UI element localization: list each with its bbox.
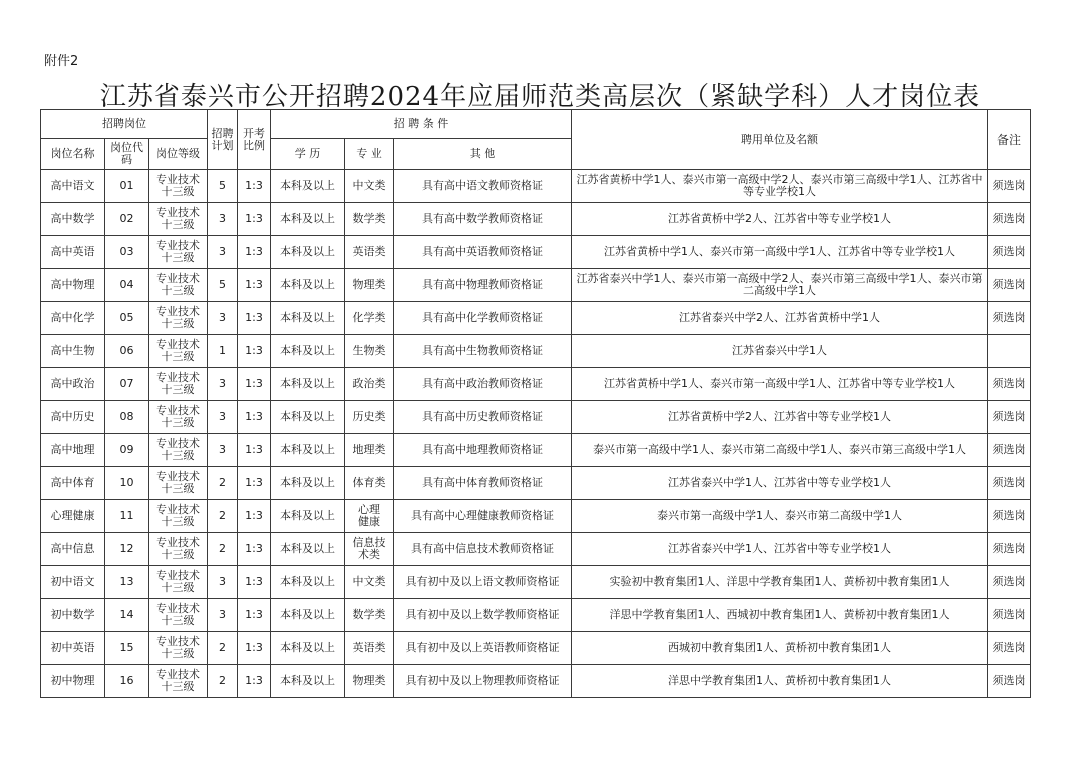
header-units: 聘用单位及名额 [572,110,988,170]
major: 英语类 [345,632,394,665]
plan-count: 3 [208,236,238,269]
post-grade: 专业技术 十三级 [149,665,208,698]
plan-count: 2 [208,500,238,533]
header-other: 其 他 [394,139,572,170]
major: 历史类 [345,401,394,434]
exam-ratio: 1:3 [238,632,271,665]
hiring-units: 江苏省泰兴中学1人、泰兴市第一高级中学2人、泰兴市第三高级中学1人、泰兴市第二高级中学1人 [572,269,988,302]
remark: 须选岗 [988,269,1031,302]
post-code: 12 [105,533,149,566]
exam-ratio: 1:3 [238,599,271,632]
plan-count: 2 [208,533,238,566]
hiring-units: 江苏省黄桥中学2人、江苏省中等专业学校1人 [572,203,988,236]
plan-count: 1 [208,335,238,368]
exam-ratio: 1:3 [238,401,271,434]
education: 本科及以上 [271,335,345,368]
plan-count: 5 [208,170,238,203]
education: 本科及以上 [271,269,345,302]
education: 本科及以上 [271,170,345,203]
plan-count: 3 [208,434,238,467]
positions-table [40,109,1031,698]
post-grade: 专业技术 十三级 [149,566,208,599]
table-row [41,665,1031,698]
other-requirement: 具有高中英语教师资格证 [394,236,572,269]
exam-ratio: 1:3 [238,170,271,203]
education: 本科及以上 [271,665,345,698]
other-requirement: 具有高中政治教师资格证 [394,368,572,401]
post-code: 05 [105,302,149,335]
exam-ratio: 1:3 [238,434,271,467]
education: 本科及以上 [271,203,345,236]
post-name: 高中历史 [41,401,105,434]
other-requirement: 具有高中体育教师资格证 [394,467,572,500]
plan-count: 2 [208,665,238,698]
post-name: 高中信息 [41,533,105,566]
major: 生物类 [345,335,394,368]
header-conditions-group: 招 聘 条 件 [271,110,572,139]
exam-ratio: 1:3 [238,269,271,302]
post-name: 高中语文 [41,170,105,203]
table-row [41,599,1031,632]
other-requirement: 具有高中物理教师资格证 [394,269,572,302]
post-name: 初中语文 [41,566,105,599]
table-body [41,170,1031,698]
post-name: 高中地理 [41,434,105,467]
hiring-units: 洋思中学教育集团1人、黄桥初中教育集团1人 [572,665,988,698]
hiring-units: 西城初中教育集团1人、黄桥初中教育集团1人 [572,632,988,665]
post-name: 高中政治 [41,368,105,401]
post-code: 08 [105,401,149,434]
table-row [41,269,1031,302]
post-name: 高中体育 [41,467,105,500]
hiring-units: 江苏省泰兴中学1人、江苏省中等专业学校1人 [572,533,988,566]
table-row [41,368,1031,401]
education: 本科及以上 [271,467,345,500]
remark: 须选岗 [988,467,1031,500]
hiring-units: 江苏省黄桥中学2人、江苏省中等专业学校1人 [572,401,988,434]
major: 化学类 [345,302,394,335]
exam-ratio: 1:3 [238,566,271,599]
hiring-units: 实验初中教育集团1人、洋思中学教育集团1人、黄桥初中教育集团1人 [572,566,988,599]
post-grade: 专业技术 十三级 [149,599,208,632]
post-code: 15 [105,632,149,665]
plan-count: 3 [208,401,238,434]
post-grade: 专业技术 十三级 [149,467,208,500]
other-requirement: 具有高中语文教师资格证 [394,170,572,203]
header-major: 专 业 [345,139,394,170]
post-code: 03 [105,236,149,269]
header-post-name: 岗位名称 [41,139,105,170]
hiring-units: 泰兴市第一高级中学1人、泰兴市第二高级中学1人 [572,500,988,533]
post-grade: 专业技术 十三级 [149,335,208,368]
post-grade: 专业技术 十三级 [149,203,208,236]
major: 政治类 [345,368,394,401]
education: 本科及以上 [271,302,345,335]
post-name: 心理健康 [41,500,105,533]
post-name: 初中英语 [41,632,105,665]
remark: 须选岗 [988,203,1031,236]
header-ratio: 开考 比例 [238,110,271,170]
post-code: 11 [105,500,149,533]
attachment-label: 附件2 [44,54,79,69]
major: 数学类 [345,203,394,236]
post-name: 高中数学 [41,203,105,236]
plan-count: 5 [208,269,238,302]
post-name: 初中数学 [41,599,105,632]
education: 本科及以上 [271,566,345,599]
table-row [41,500,1031,533]
post-grade: 专业技术 十三级 [149,170,208,203]
post-code: 02 [105,203,149,236]
plan-count: 3 [208,302,238,335]
post-code: 14 [105,599,149,632]
hiring-units: 江苏省黄桥中学1人、泰兴市第一高级中学1人、江苏省中等专业学校1人 [572,368,988,401]
remark [988,335,1031,368]
exam-ratio: 1:3 [238,368,271,401]
post-grade: 专业技术 十三级 [149,302,208,335]
header-post-grade: 岗位等级 [149,139,208,170]
hiring-units: 江苏省泰兴中学1人 [572,335,988,368]
hiring-units: 洋思中学教育集团1人、西城初中教育集团1人、黄桥初中教育集团1人 [572,599,988,632]
other-requirement: 具有高中历史教师资格证 [394,401,572,434]
other-requirement: 具有高中地理教师资格证 [394,434,572,467]
post-name: 初中物理 [41,665,105,698]
education: 本科及以上 [271,533,345,566]
other-requirement: 具有高中数学教师资格证 [394,203,572,236]
major: 英语类 [345,236,394,269]
hiring-units: 江苏省黄桥中学1人、泰兴市第一高级中学1人、江苏省中等专业学校1人 [572,236,988,269]
remark: 须选岗 [988,434,1031,467]
post-code: 13 [105,566,149,599]
table-row [41,203,1031,236]
table-row [41,170,1031,203]
table-row [41,236,1031,269]
remark: 须选岗 [988,368,1031,401]
other-requirement: 具有高中化学教师资格证 [394,302,572,335]
remark: 须选岗 [988,170,1031,203]
hiring-units: 江苏省泰兴中学1人、江苏省中等专业学校1人 [572,467,988,500]
header-plan: 招聘 计划 [208,110,238,170]
post-grade: 专业技术 十三级 [149,401,208,434]
header-education: 学 历 [271,139,345,170]
table-row [41,632,1031,665]
major: 地理类 [345,434,394,467]
table-row [41,533,1031,566]
exam-ratio: 1:3 [238,203,271,236]
remark: 须选岗 [988,236,1031,269]
post-grade: 专业技术 十三级 [149,368,208,401]
other-requirement: 具有初中及以上语文教师资格证 [394,566,572,599]
hiring-units: 江苏省泰兴中学2人、江苏省黄桥中学1人 [572,302,988,335]
plan-count: 2 [208,632,238,665]
exam-ratio: 1:3 [238,665,271,698]
major: 物理类 [345,665,394,698]
other-requirement: 具有高中信息技术教师资格证 [394,533,572,566]
table-row [41,401,1031,434]
education: 本科及以上 [271,401,345,434]
exam-ratio: 1:3 [238,236,271,269]
other-requirement: 具有高中心理健康教师资格证 [394,500,572,533]
major: 信息技 术类 [345,533,394,566]
other-requirement: 具有初中及以上英语教师资格证 [394,632,572,665]
remark: 须选岗 [988,665,1031,698]
post-code: 16 [105,665,149,698]
other-requirement: 具有初中及以上物理教师资格证 [394,665,572,698]
education: 本科及以上 [271,434,345,467]
post-name: 高中物理 [41,269,105,302]
major: 数学类 [345,599,394,632]
education: 本科及以上 [271,236,345,269]
table-row [41,467,1031,500]
post-code: 07 [105,368,149,401]
other-requirement: 具有初中及以上数学教师资格证 [394,599,572,632]
post-grade: 专业技术 十三级 [149,632,208,665]
table-row [41,302,1031,335]
post-code: 10 [105,467,149,500]
header-post-code: 岗位代 码 [105,139,149,170]
exam-ratio: 1:3 [238,302,271,335]
post-grade: 专业技术 十三级 [149,269,208,302]
post-grade: 专业技术 十三级 [149,500,208,533]
post-grade: 专业技术 十三级 [149,236,208,269]
post-code: 09 [105,434,149,467]
plan-count: 3 [208,566,238,599]
post-name: 高中生物 [41,335,105,368]
exam-ratio: 1:3 [238,533,271,566]
exam-ratio: 1:3 [238,500,271,533]
exam-ratio: 1:3 [238,335,271,368]
post-name: 高中英语 [41,236,105,269]
post-grade: 专业技术 十三级 [149,434,208,467]
post-code: 01 [105,170,149,203]
remark: 须选岗 [988,302,1031,335]
education: 本科及以上 [271,599,345,632]
plan-count: 3 [208,368,238,401]
other-requirement: 具有高中生物教师资格证 [394,335,572,368]
page-title: 江苏省泰兴市公开招聘2024年应届师范类高层次（紧缺学科）人才岗位表 [99,82,981,112]
header-post-group: 招聘岗位 [41,110,208,139]
education: 本科及以上 [271,368,345,401]
post-name: 高中化学 [41,302,105,335]
header-remark: 备注 [988,110,1031,170]
remark: 须选岗 [988,632,1031,665]
major: 心理 健康 [345,500,394,533]
plan-count: 3 [208,203,238,236]
header-row-1 [41,110,1031,139]
remark: 须选岗 [988,533,1031,566]
table-row [41,434,1031,467]
major: 物理类 [345,269,394,302]
hiring-units: 江苏省黄桥中学1人、泰兴市第一高级中学2人、泰兴市第三高级中学1人、江苏省中等专业学校1人 [572,170,988,203]
plan-count: 3 [208,599,238,632]
major: 中文类 [345,170,394,203]
major: 体育类 [345,467,394,500]
education: 本科及以上 [271,500,345,533]
remark: 须选岗 [988,500,1031,533]
table-row [41,566,1031,599]
education: 本科及以上 [271,632,345,665]
table-row [41,335,1031,368]
remark: 须选岗 [988,401,1031,434]
major: 中文类 [345,566,394,599]
post-code: 06 [105,335,149,368]
post-code: 04 [105,269,149,302]
remark: 须选岗 [988,599,1031,632]
hiring-units: 泰兴市第一高级中学1人、泰兴市第二高级中学1人、泰兴市第三高级中学1人 [572,434,988,467]
plan-count: 2 [208,467,238,500]
remark: 须选岗 [988,566,1031,599]
post-grade: 专业技术 十三级 [149,533,208,566]
exam-ratio: 1:3 [238,467,271,500]
